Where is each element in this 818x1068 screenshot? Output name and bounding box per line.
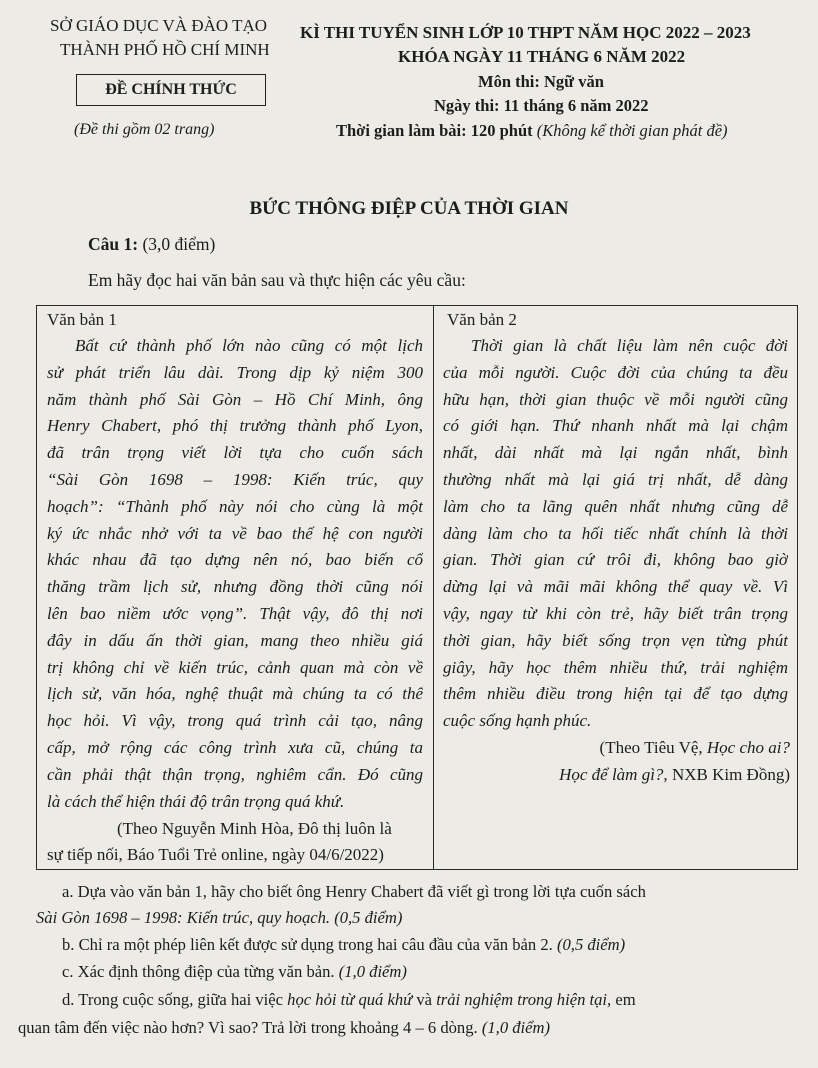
question1-heading [88,234,215,255]
passage2-line: vậy, ngay từ khi còn trẻ, hãy biết trân trọng [443,604,788,623]
passage2-line: thêm nhiều điều trong hiện tại để tạo dựng [443,684,788,704]
question-a: a. Dựa vào văn bản 1, hãy cho biết ông Henry Chabert đã viết gì trong lời tựa cuốn sách [62,882,646,901]
question-d-part-3: em [615,990,636,1009]
passage1-line: đã trân trọng viết lời tựa cho cuốn sách [47,443,423,463]
question-d-part-2: và [416,990,433,1009]
passage1-line: trị không chỉ về kiến trúc, cảnh quan mà còn về [47,657,423,677]
passage2-line: Thời gian là chất liệu làm nên cuộc đời [471,336,788,355]
passage2-line: có giới hạn. Thứ nhanh nhất mà lại chậm [443,416,788,436]
passage1-line: là cách thể hiện thái độ trân trọng quá khứ. [47,791,345,811]
question-d-points: (1,0 điểm) [481,1018,551,1037]
exam-date: KHÓA NGÀY 11 THÁNG 6 NĂM 2022 [398,47,686,66]
passage1-line: Henry Chabert, phó thị trưởng thành phố Lyon, [47,416,423,436]
passage1-line: cần phải thật thận trọng, nghiêm cẩn. Đó cũng [47,764,423,784]
passage2-line: giây, hãy học thêm nhiều thứ, trải nghiệm [443,657,788,677]
passage2-source-title-1: Học cho ai? [706,738,790,757]
passage2-source-title-2: Học để làm gì?, [559,765,668,784]
question-c [62,962,407,982]
pages-note: (Đề thi gồm 02 trang) [74,121,215,138]
passage1-line: hoạch”: “Thành phố này nói cho cùng là một [47,496,423,516]
passage2-line: dừng lại và mãi mãi không thể quay về. Vì [443,577,788,597]
passage1-line: Bất cứ thành phố lớn nào cũng có một lịch [75,336,423,355]
column-divider [433,306,434,869]
duration: Thời gian làm bài: 120 phút [336,121,533,140]
passage2-line: nhất, dài nhất mà lại ngắn nhất, bình [443,443,788,463]
question-c-text: c. Xác định thông điệp của từng văn bản. [62,962,335,981]
question-c-points: (1,0 điểm) [338,962,407,981]
org-line-2: THÀNH PHỐ HỒ CHÍ MINH [60,40,270,59]
passage2-line: làm cho ta lãng quên nhất nhưng cũng dễ [443,496,788,516]
passage1-line: năm thành phố Sài Gòn – Hồ Chí Minh, ông [47,389,423,409]
passage1-line: thăng trầm lịch sử, nhưng đồng thời cũng nói [47,577,423,597]
passage1-line: lên bao niềm ước vọng”. Thật vậy, đô thị nơi [47,604,423,623]
question-a-continued [36,908,402,928]
passage1-line: đây in dấu ấn thời gian, mang theo nhiều giá [47,630,423,650]
org-line-1: SỞ GIÁO DỤC VÀ ĐÀO TẠO [50,16,268,35]
passages-table [36,305,798,870]
official-label-box [76,74,266,106]
passage2-line: cuộc sống hạnh phúc. [443,711,592,731]
passage1-line: sử phát triển lâu dài. Trong dịp kỷ niệm 300 [47,362,423,382]
passage1-line: khác nhau đã tạo dựng nên nó, bao biến cố [47,550,423,570]
question1-label: Câu 1: [88,234,139,254]
passage2-line: thường nhất mà lại giá trị nhất, dễ dàng [443,470,788,489]
passage2-line: thời gian, hãy biết sống trọn vẹn từng phút [443,630,788,650]
passage2-heading: Văn bản 2 [447,310,517,329]
question-b [62,935,625,955]
passage2-line: gian. Thời gian cứ trôi đi, không bao giờ [443,550,788,570]
duration-note: (Không kể thời gian phát đề) [536,121,728,140]
question-d-part-1: d. Trong cuộc sống, giữa hai việc [62,990,284,1009]
question-b-text: b. Chỉ ra một phép liên kết được sử dụng trong hai câu đầu của văn bản 2. [62,935,553,954]
passage1-source-1: (Theo Nguyễn Minh Hòa, Đô thị luôn là [117,819,392,838]
passage2-source-1 [600,738,790,758]
passage1-source-2: sự tiếp nối, Báo Tuổi Trẻ online, ngày 04/6/2022) [47,845,384,864]
exam-title: KÌ THI TUYỂN SINH LỚP 10 THPT NĂM HỌC 2022 – 2023 [300,23,751,42]
passage1-line: cấp, mở rộng các công trình xưa cũ, chúng ta [47,738,423,757]
question-d-italic-2: trải nghiệm trong hiện tại, [436,990,612,1009]
passage1-heading: Văn bản 1 [47,310,117,329]
passage1-line: học hỏi. Vì vậy, trong quá trình cải tạo, nâng [47,711,423,731]
question-d-continued [18,1018,550,1038]
question-b-points: (0,5 điểm) [556,935,626,954]
question-d [62,990,636,1010]
passage2-line: hữu hạn, thời gian thuộc về mỗi người cũng [443,389,788,409]
duration-line [336,121,728,141]
passage1-line: ký ức nhắc nhở với ta về bao thế hệ con người [47,523,423,543]
passage1-line: lịch sử, văn hóa, nghệ thuật mà chúng ta có thể [47,684,423,704]
official-label: ĐỀ CHÍNH THỨC [105,81,237,98]
question1-points: (3,0 điểm) [142,234,216,254]
passage2-line: dàng làm cho ta hối tiếc nhất chính là thời [443,523,788,543]
question-d-italic-1: học hỏi từ quá khứ [287,990,413,1009]
passage2-line: của mỗi người. Cuộc đời của chúng ta đều [443,362,788,382]
passage2-source-publisher: NXB Kim Đồng) [671,765,790,784]
question-d-line-2: quan tâm đến việc nào hơn? Vì sao? Trả lời trong khoảng 4 – 6 dòng. [18,1018,478,1037]
document-title: BỨC THÔNG ĐIỆP CỦA THỜI GIAN [249,198,569,219]
passage2-source-prefix: (Theo Tiêu Vệ, [599,738,703,757]
subject: Môn thi: Ngữ văn [478,72,604,91]
question-a-book: Sài Gòn 1698 – 1998: Kiến trúc, quy hoạch. [36,908,331,927]
passage1-line: “Sài Gòn 1698 – 1998: Kiến trúc, quy [47,470,423,489]
passage2-source-2 [559,765,790,785]
question-a-points: (0,5 điểm) [334,908,403,927]
test-day: Ngày thi: 11 tháng 6 năm 2022 [434,96,649,115]
question1-instruction: Em hãy đọc hai văn bản sau và thực hiện các yêu cầu: [88,270,466,290]
